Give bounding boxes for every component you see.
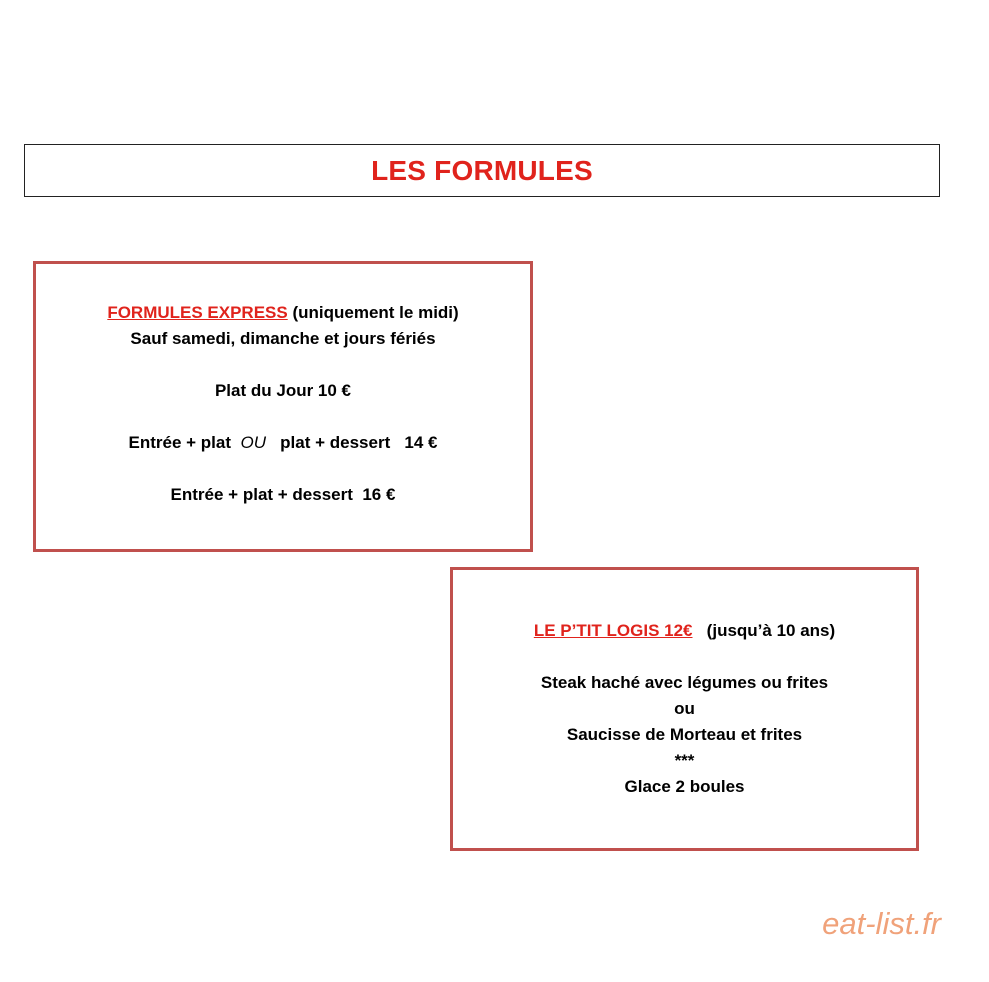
kids-heading-line — [453, 618, 916, 644]
spacer — [36, 352, 530, 378]
kids-option-1: Steak haché avec légumes ou frites — [540, 673, 829, 692]
express-full-menu: Entrée + plat + dessert 16 € — [170, 485, 396, 504]
watermark-logo: eat-list.fr — [822, 906, 941, 941]
express-combo — [36, 430, 530, 456]
spacer — [36, 404, 530, 430]
formules-express-card — [33, 261, 533, 552]
title-box — [24, 144, 940, 197]
kids-or: ou — [674, 699, 695, 718]
spacer — [36, 456, 530, 482]
petit-logis-card — [450, 567, 919, 851]
express-heading: FORMULES EXPRESS — [107, 303, 288, 322]
kids-separator: *** — [674, 751, 695, 770]
page-title: LES FORMULES — [371, 154, 593, 186]
plat-du-jour: Plat du Jour 10 € — [214, 381, 352, 400]
combo-part1: Entrée + plat — [128, 433, 236, 452]
express-restriction: Sauf samedi, dimanche et jours fériés — [130, 329, 436, 348]
kids-option-2: Saucisse de Morteau et frites — [566, 725, 803, 744]
combo-ou: OU — [235, 433, 271, 452]
spacer — [453, 644, 916, 670]
kids-dessert: Glace 2 boules — [624, 777, 745, 796]
express-heading-line — [36, 300, 530, 326]
combo-part2: plat + dessert 14 € — [270, 433, 438, 452]
kids-heading-note: (jusqu’à 10 ans) — [692, 621, 836, 640]
express-heading-note: (uniquement le midi) — [287, 303, 459, 322]
kids-heading: LE P’TIT LOGIS 12€ — [533, 621, 693, 640]
